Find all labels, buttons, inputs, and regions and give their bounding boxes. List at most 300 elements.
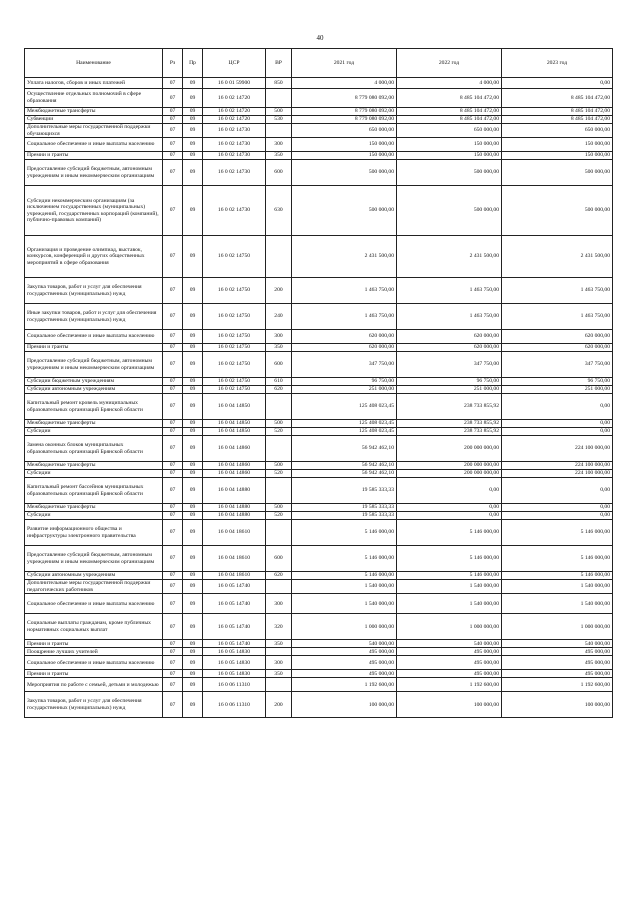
- cell-name: Премии и гранты: [25, 640, 163, 648]
- cell-2023: 1 540 000,00: [502, 580, 613, 594]
- cell-rz: 07: [163, 640, 183, 648]
- cell-vr: [266, 124, 292, 138]
- cell-2023: 5 146 000,00: [502, 546, 613, 572]
- cell-vr: 500: [266, 504, 292, 512]
- cell-2022: 200 000 000,00: [397, 462, 502, 470]
- cell-rz: 07: [163, 614, 183, 640]
- cell-2022: 620 000,00: [397, 330, 502, 344]
- table-row: [25, 470, 613, 478]
- cell-2023: 0,00: [502, 478, 613, 504]
- cell-vr: [266, 478, 292, 504]
- cell-pr: 09: [183, 470, 203, 478]
- table-row: [25, 160, 613, 186]
- table-row: [25, 428, 613, 436]
- column-header-pr: Пр: [183, 49, 203, 78]
- cell-2023: 1 463 750,00: [502, 278, 613, 304]
- cell-vr: 350: [266, 670, 292, 678]
- cell-2023: 2 431 500,00: [502, 236, 613, 278]
- cell-name: Межбюджетные трансферты: [25, 462, 163, 470]
- cell-2022: 500 000,00: [397, 160, 502, 186]
- cell-csr: 16 0 02 14750: [203, 352, 266, 378]
- cell-2023: 8 485 104 472,00: [502, 116, 613, 124]
- cell-2023: 150 000,00: [502, 152, 613, 160]
- cell-2021: 125 408 023,45: [292, 420, 397, 428]
- table-row: [25, 504, 613, 512]
- cell-2023: 620 000,00: [502, 330, 613, 344]
- cell-name: Осуществление отдельных полномочий в сфере образования: [25, 89, 163, 108]
- cell-pr: 09: [183, 546, 203, 572]
- cell-name: Премии и гранты: [25, 344, 163, 352]
- cell-vr: 600: [266, 160, 292, 186]
- cell-vr: 630: [266, 186, 292, 236]
- cell-csr: 16 0 02 14750: [203, 386, 266, 394]
- cell-2021: 96 750,00: [292, 378, 397, 386]
- table-row: [25, 116, 613, 124]
- cell-csr: 16 0 04 14880: [203, 504, 266, 512]
- cell-2022: 100 000,00: [397, 692, 502, 718]
- cell-vr: 500: [266, 108, 292, 116]
- cell-rz: 07: [163, 278, 183, 304]
- cell-2022: 1 540 000,00: [397, 594, 502, 614]
- cell-2021: 1 463 750,00: [292, 278, 397, 304]
- cell-pr: 09: [183, 108, 203, 116]
- cell-2023: 0,00: [502, 420, 613, 428]
- cell-csr: 16 0 05 14830: [203, 670, 266, 678]
- cell-name: Капитальный ремонт кровель муниципальных образовательных организаций Брянской области: [25, 394, 163, 420]
- cell-2021: 540 000,00: [292, 640, 397, 648]
- cell-2022: 8 485 104 472,00: [397, 116, 502, 124]
- cell-pr: 09: [183, 386, 203, 394]
- column-header-2023: 2023 год: [502, 49, 613, 78]
- cell-2023: 1 192 600,00: [502, 678, 613, 692]
- cell-2021: 2 431 500,00: [292, 236, 397, 278]
- cell-vr: 350: [266, 152, 292, 160]
- cell-name: Социальное обеспечение и иные выплаты населению: [25, 594, 163, 614]
- table-header-row: [25, 49, 613, 78]
- cell-2021: 100 000,00: [292, 692, 397, 718]
- cell-2022: 200 000 000,00: [397, 470, 502, 478]
- table-row: [25, 89, 613, 108]
- cell-rz: 07: [163, 108, 183, 116]
- cell-csr: 16 0 06 11310: [203, 692, 266, 718]
- cell-vr: 530: [266, 116, 292, 124]
- cell-rz: 07: [163, 546, 183, 572]
- cell-2023: 251 000,00: [502, 386, 613, 394]
- cell-name: Межбюджетные трансферты: [25, 108, 163, 116]
- cell-2022: 96 750,00: [397, 378, 502, 386]
- table-row: [25, 394, 613, 420]
- cell-pr: 09: [183, 572, 203, 580]
- cell-pr: 09: [183, 124, 203, 138]
- cell-csr: 16 0 02 14730: [203, 160, 266, 186]
- cell-rz: 07: [163, 378, 183, 386]
- cell-2023: 5 146 000,00: [502, 520, 613, 546]
- cell-vr: 620: [266, 572, 292, 580]
- column-header-csr: ЦСР: [203, 49, 266, 78]
- table-row: [25, 656, 613, 670]
- cell-2021: 500 000,00: [292, 160, 397, 186]
- cell-pr: 09: [183, 186, 203, 236]
- cell-csr: 16 0 04 14850: [203, 428, 266, 436]
- cell-rz: 07: [163, 572, 183, 580]
- table-row: [25, 278, 613, 304]
- cell-rz: 07: [163, 470, 183, 478]
- cell-csr: 16 0 02 14750: [203, 330, 266, 344]
- cell-csr: 16 0 04 14880: [203, 512, 266, 520]
- table-row: [25, 78, 613, 89]
- cell-pr: 09: [183, 436, 203, 462]
- cell-rz: 07: [163, 648, 183, 656]
- cell-pr: 09: [183, 152, 203, 160]
- cell-rz: 07: [163, 692, 183, 718]
- table-body: [25, 78, 613, 718]
- column-header-vr: ВР: [266, 49, 292, 78]
- cell-csr: 16 0 02 14720: [203, 89, 266, 108]
- cell-pr: 09: [183, 580, 203, 594]
- cell-rz: 07: [163, 330, 183, 344]
- cell-vr: [266, 678, 292, 692]
- cell-csr: 16 0 04 18610: [203, 520, 266, 546]
- cell-csr: 16 0 04 14860: [203, 470, 266, 478]
- cell-vr: 500: [266, 462, 292, 470]
- cell-name: Субсидии автономным учреждениям: [25, 386, 163, 394]
- cell-2022: 8 485 104 472,00: [397, 89, 502, 108]
- cell-2022: 1 463 750,00: [397, 304, 502, 330]
- cell-rz: 07: [163, 352, 183, 378]
- cell-rz: 07: [163, 436, 183, 462]
- cell-2022: 1 000 000,00: [397, 614, 502, 640]
- table-row: [25, 546, 613, 572]
- cell-vr: [266, 89, 292, 108]
- cell-pr: 09: [183, 420, 203, 428]
- cell-2023: 100 000,00: [502, 692, 613, 718]
- cell-2021: 5 146 000,00: [292, 572, 397, 580]
- cell-2023: 0,00: [502, 428, 613, 436]
- table-row: [25, 648, 613, 656]
- cell-pr: 09: [183, 378, 203, 386]
- cell-csr: 16 0 04 14880: [203, 478, 266, 504]
- cell-csr: 16 0 02 14750: [203, 344, 266, 352]
- cell-2022: 238 733 855,92: [397, 428, 502, 436]
- table-row: [25, 640, 613, 648]
- table-row: [25, 352, 613, 378]
- column-header-name: Наименование: [25, 49, 163, 78]
- table-row: [25, 378, 613, 386]
- cell-pr: 09: [183, 78, 203, 89]
- cell-2022: 1 192 600,00: [397, 678, 502, 692]
- table-row: [25, 436, 613, 462]
- cell-rz: 07: [163, 420, 183, 428]
- cell-pr: 09: [183, 504, 203, 512]
- cell-2021: 150 000,00: [292, 152, 397, 160]
- cell-vr: 300: [266, 656, 292, 670]
- cell-2022: 347 750,00: [397, 352, 502, 378]
- cell-vr: 350: [266, 344, 292, 352]
- cell-pr: 09: [183, 278, 203, 304]
- cell-pr: 09: [183, 670, 203, 678]
- table-row: [25, 304, 613, 330]
- cell-2021: 56 942 462,10: [292, 470, 397, 478]
- cell-name: Премии и гранты: [25, 670, 163, 678]
- cell-2021: 56 942 462,10: [292, 462, 397, 470]
- cell-2021: 125 408 023,45: [292, 428, 397, 436]
- table-row: [25, 138, 613, 152]
- cell-2023: 96 750,00: [502, 378, 613, 386]
- cell-csr: 16 0 05 14740: [203, 640, 266, 648]
- cell-csr: 16 0 05 14830: [203, 648, 266, 656]
- cell-name: Закупка товаров, работ и услуг для обеспечения государственных (муниципальных) нужд: [25, 692, 163, 718]
- cell-name: Социальное обеспечение и иные выплаты населению: [25, 138, 163, 152]
- cell-pr: 09: [183, 428, 203, 436]
- cell-pr: 09: [183, 640, 203, 648]
- cell-2021: 5 146 000,00: [292, 520, 397, 546]
- cell-rz: 07: [163, 580, 183, 594]
- cell-2023: 0,00: [502, 504, 613, 512]
- cell-2023: 8 485 104 472,00: [502, 108, 613, 116]
- cell-2022: 238 733 855,92: [397, 420, 502, 428]
- cell-2021: 1 540 000,00: [292, 580, 397, 594]
- cell-2021: 8 779 080 092,00: [292, 89, 397, 108]
- cell-vr: 200: [266, 278, 292, 304]
- cell-2022: 0,00: [397, 504, 502, 512]
- cell-2022: 0,00: [397, 512, 502, 520]
- cell-2021: 495 000,00: [292, 656, 397, 670]
- cell-2023: 495 000,00: [502, 656, 613, 670]
- cell-2023: 500 000,00: [502, 186, 613, 236]
- cell-rz: 07: [163, 78, 183, 89]
- cell-2023: 0,00: [502, 394, 613, 420]
- cell-pr: 09: [183, 352, 203, 378]
- cell-pr: 09: [183, 304, 203, 330]
- cell-vr: 620: [266, 386, 292, 394]
- table-row: [25, 580, 613, 594]
- cell-rz: 07: [163, 462, 183, 470]
- cell-rz: 07: [163, 428, 183, 436]
- cell-name: Премии и гранты: [25, 152, 163, 160]
- table-row: [25, 520, 613, 546]
- cell-vr: 300: [266, 138, 292, 152]
- cell-2021: 1 192 600,00: [292, 678, 397, 692]
- cell-2022: 1 540 000,00: [397, 580, 502, 594]
- cell-rz: 07: [163, 89, 183, 108]
- column-header-rz: Рз: [163, 49, 183, 78]
- cell-2023: 1 540 000,00: [502, 594, 613, 614]
- cell-vr: 300: [266, 594, 292, 614]
- cell-name: Уплата налогов, сборов и иных платежей: [25, 78, 163, 89]
- cell-csr: 16 0 02 14720: [203, 116, 266, 124]
- cell-2021: 1 540 000,00: [292, 594, 397, 614]
- cell-rz: 07: [163, 160, 183, 186]
- cell-2021: 125 408 023,45: [292, 394, 397, 420]
- cell-pr: 09: [183, 236, 203, 278]
- cell-name: Субсидии некоммерческим организациям (за исключением государственных (муниципальных) учреждений, государственных корпораций (компаний), публично-правовых компаний): [25, 186, 163, 236]
- cell-rz: 07: [163, 520, 183, 546]
- cell-2022: 0,00: [397, 478, 502, 504]
- cell-2022: 5 146 000,00: [397, 546, 502, 572]
- cell-vr: [266, 394, 292, 420]
- table-row: [25, 462, 613, 470]
- cell-pr: 09: [183, 89, 203, 108]
- cell-2021: 347 750,00: [292, 352, 397, 378]
- cell-rz: 07: [163, 512, 183, 520]
- cell-2022: 251 000,00: [397, 386, 502, 394]
- cell-2022: 650 000,00: [397, 124, 502, 138]
- cell-pr: 09: [183, 330, 203, 344]
- cell-2022: 8 485 104 472,00: [397, 108, 502, 116]
- cell-csr: 16 0 06 11310: [203, 678, 266, 692]
- cell-rz: 07: [163, 504, 183, 512]
- cell-rz: 07: [163, 386, 183, 394]
- cell-vr: 300: [266, 330, 292, 344]
- cell-vr: 520: [266, 512, 292, 520]
- cell-pr: 09: [183, 478, 203, 504]
- cell-2021: 620 000,00: [292, 344, 397, 352]
- cell-pr: 09: [183, 692, 203, 718]
- table-row: [25, 108, 613, 116]
- cell-name: Субсидии автономным учреждениям: [25, 572, 163, 580]
- cell-csr: 16 0 02 14730: [203, 186, 266, 236]
- cell-vr: 610: [266, 378, 292, 386]
- cell-csr: 16 0 05 14740: [203, 594, 266, 614]
- cell-vr: 200: [266, 692, 292, 718]
- cell-vr: [266, 580, 292, 594]
- cell-pr: 09: [183, 656, 203, 670]
- cell-2023: 5 146 000,00: [502, 572, 613, 580]
- cell-2021: 5 146 000,00: [292, 546, 397, 572]
- cell-rz: 07: [163, 594, 183, 614]
- cell-csr: 16 0 02 14750: [203, 278, 266, 304]
- cell-rz: 07: [163, 236, 183, 278]
- table-row: [25, 594, 613, 614]
- cell-csr: 16 0 02 14750: [203, 236, 266, 278]
- cell-2023: 8 485 104 472,00: [502, 89, 613, 108]
- cell-csr: 16 0 04 14860: [203, 436, 266, 462]
- cell-vr: 320: [266, 614, 292, 640]
- cell-csr: 16 0 05 14740: [203, 580, 266, 594]
- cell-name: Иные закупки товаров, работ и услуг для обеспечения государственных (муниципальных) нужд: [25, 304, 163, 330]
- table-row: [25, 420, 613, 428]
- table-row: [25, 236, 613, 278]
- cell-name: Субвенции: [25, 116, 163, 124]
- cell-name: Социальное обеспечение и иные выплаты населению: [25, 330, 163, 344]
- cell-2022: 4 000,00: [397, 78, 502, 89]
- cell-csr: 16 0 04 14860: [203, 462, 266, 470]
- column-header-2021: 2021 год: [292, 49, 397, 78]
- cell-2021: 19 585 333,33: [292, 478, 397, 504]
- cell-2022: 620 000,00: [397, 344, 502, 352]
- cell-name: Закупка товаров, работ и услуг для обеспечения государственных (муниципальных) нужд: [25, 278, 163, 304]
- cell-rz: 07: [163, 124, 183, 138]
- cell-2021: 19 585 333,33: [292, 512, 397, 520]
- cell-2023: 150 000,00: [502, 138, 613, 152]
- cell-rz: 07: [163, 116, 183, 124]
- cell-2022: 200 000 000,00: [397, 436, 502, 462]
- budget-table: [24, 48, 613, 718]
- table-row: [25, 386, 613, 394]
- cell-2022: 500 000,00: [397, 186, 502, 236]
- cell-vr: [266, 520, 292, 546]
- cell-2023: 650 000,00: [502, 124, 613, 138]
- table-row: [25, 512, 613, 520]
- cell-csr: 16 0 05 14830: [203, 656, 266, 670]
- table-row: [25, 692, 613, 718]
- cell-pr: 09: [183, 138, 203, 152]
- table-row: [25, 344, 613, 352]
- cell-2021: 650 000,00: [292, 124, 397, 138]
- cell-vr: 500: [266, 420, 292, 428]
- cell-2021: 8 779 080 092,00: [292, 108, 397, 116]
- cell-name: Замена оконных блоков муниципальных образовательных организаций Брянской области: [25, 436, 163, 462]
- table-row: [25, 330, 613, 344]
- cell-vr: 240: [266, 304, 292, 330]
- cell-pr: 09: [183, 678, 203, 692]
- cell-name: Развитие информационного общества и инфраструктуры электронного правительства: [25, 520, 163, 546]
- cell-2022: 495 000,00: [397, 656, 502, 670]
- cell-2021: 1 463 750,00: [292, 304, 397, 330]
- cell-name: Капитальный ремонт бассейнов муниципальных образовательных организаций Брянской области: [25, 478, 163, 504]
- cell-pr: 09: [183, 462, 203, 470]
- cell-name: Субсидии бюджетным учреждениям: [25, 378, 163, 386]
- cell-name: Предоставление субсидий бюджетным, автономным учреждениям и иным некоммерческим организациям: [25, 160, 163, 186]
- cell-csr: 16 0 04 14850: [203, 394, 266, 420]
- cell-2021: 19 585 333,33: [292, 504, 397, 512]
- cell-2021: 495 000,00: [292, 670, 397, 678]
- cell-2021: 500 000,00: [292, 186, 397, 236]
- cell-2022: 5 146 000,00: [397, 572, 502, 580]
- cell-name: Межбюджетные трансферты: [25, 420, 163, 428]
- cell-csr: 16 0 01 59900: [203, 78, 266, 89]
- cell-csr: 16 0 02 14730: [203, 152, 266, 160]
- table-row: [25, 152, 613, 160]
- cell-2022: 495 000,00: [397, 648, 502, 656]
- cell-vr: 600: [266, 352, 292, 378]
- cell-rz: 07: [163, 186, 183, 236]
- cell-pr: 09: [183, 614, 203, 640]
- cell-csr: 16 0 05 14740: [203, 614, 266, 640]
- cell-name: Субсидии: [25, 428, 163, 436]
- cell-2023: 500 000,00: [502, 160, 613, 186]
- cell-name: Субсидии: [25, 470, 163, 478]
- cell-2022: 5 146 000,00: [397, 520, 502, 546]
- table-row: [25, 478, 613, 504]
- cell-2021: 1 000 000,00: [292, 614, 397, 640]
- cell-vr: 520: [266, 470, 292, 478]
- cell-2022: 540 000,00: [397, 640, 502, 648]
- cell-rz: 07: [163, 670, 183, 678]
- cell-vr: [266, 436, 292, 462]
- cell-rz: 07: [163, 138, 183, 152]
- cell-2023: 620 000,00: [502, 344, 613, 352]
- cell-rz: 07: [163, 656, 183, 670]
- cell-2021: 251 000,00: [292, 386, 397, 394]
- cell-name: Дополнительные меры государственной поддержки обучающихся: [25, 124, 163, 138]
- cell-pr: 09: [183, 344, 203, 352]
- cell-vr: [266, 648, 292, 656]
- cell-2022: 2 431 500,00: [397, 236, 502, 278]
- cell-csr: 16 0 02 14730: [203, 124, 266, 138]
- cell-csr: 16 0 02 14750: [203, 378, 266, 386]
- cell-2023: 224 100 000,00: [502, 436, 613, 462]
- cell-2022: 1 463 750,00: [397, 278, 502, 304]
- cell-pr: 09: [183, 160, 203, 186]
- table-row: [25, 670, 613, 678]
- cell-pr: 09: [183, 512, 203, 520]
- cell-2023: 495 000,00: [502, 648, 613, 656]
- cell-csr: 16 0 02 14730: [203, 138, 266, 152]
- cell-2021: 4 000,00: [292, 78, 397, 89]
- cell-rz: 07: [163, 478, 183, 504]
- cell-name: Социальное обеспечение и иные выплаты населению: [25, 656, 163, 670]
